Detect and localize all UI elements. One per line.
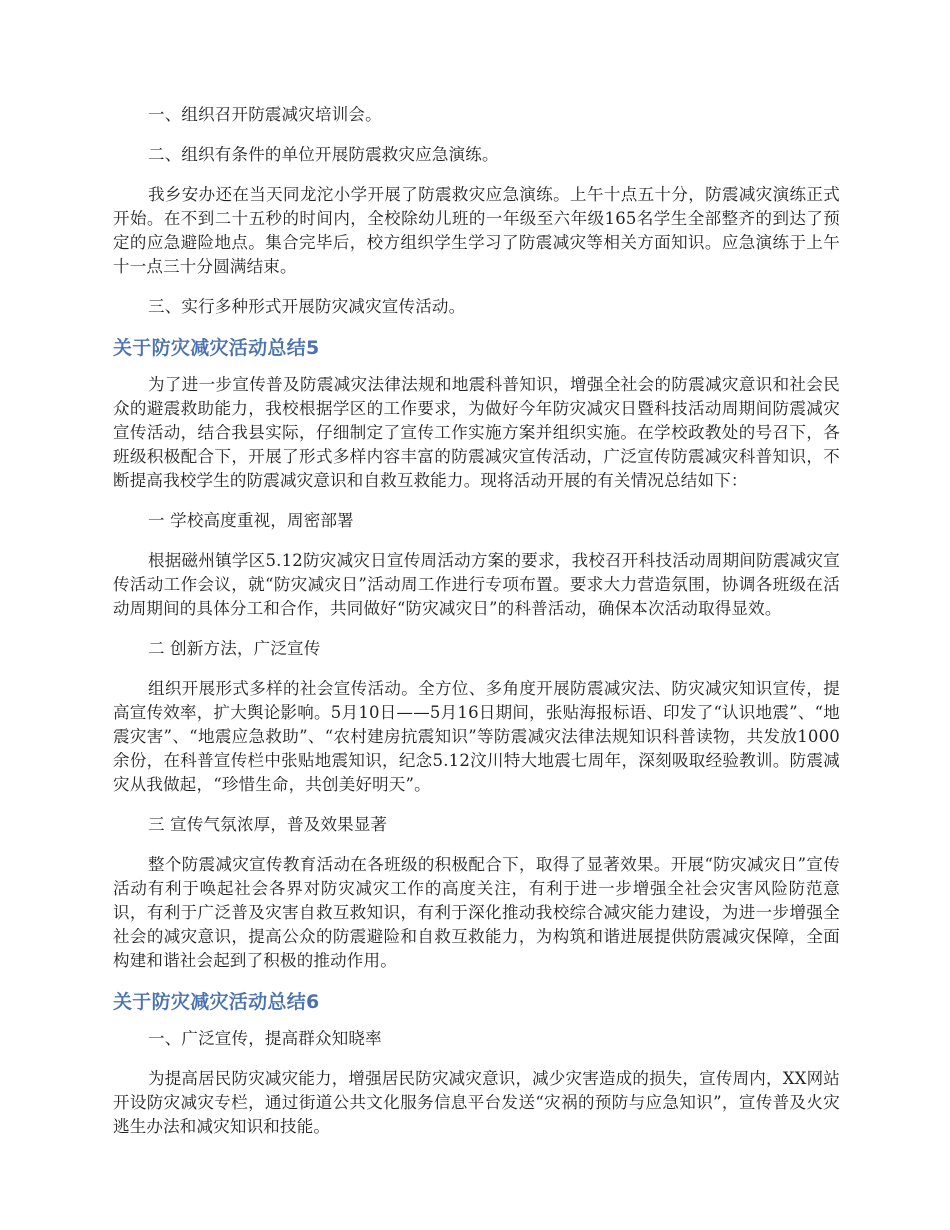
document-page	[113, 103, 840, 1155]
effect-paragraph: 整个防震减灾宣传教育活动在各班级的积极配合下，取得了显著效果。开展“防灾减灾日”宣传活动有利于唤起社会各界对防灾减灾工作的高度关注，有利于进一步增强全社会灾害风险防范意识，有利于广泛普及灾害自救互救知识，有利于深化推动我校综合减灾能力建设，为进一步增强全社会的减灾意识，提高公众的防震避险和自救互救能力，为构筑和谐进展提供防震减灾保障，全面构建和谐社会起到了积极的推动作用。	[113, 855, 840, 970]
subheading-2-paragraph: 二 创新方法，广泛宣传	[148, 639, 321, 658]
drill-paragraph: 我乡安办还在当天同龙沱小学开展了防震救灾应急演练。上午十点五十分，防震减灾演练正式开始。在不到二十五秒的时间内，全校除幼儿班的一年级至六年级165名学生全部整齐的到达了预定的应急避险地点。集合完毕后，校方组织学生学习了防震减灾等相关方面知识。应急演练于上午十一点三十分圆满结束。	[113, 185, 840, 276]
subheading-6-1-paragraph: 一、广泛宣传，提高群众知晓率	[148, 1029, 382, 1048]
item-2-paragraph: 二、组织有条件的单位开展防震救灾应急演练。	[148, 145, 499, 164]
methods-paragraph: 组织开展形式多样的社会宣传活动。全方位、多角度开展防震减灾法、防灾减灾知识宣传，提高宣传效率，扩大舆论影响。5月10日——5月16日期间，张贴海报标语、印发了“认识地震”、“地震灾害”、“地震应急救助”、“农村建房抗震知识”等防震减灾法律法规知识科普读物，共发放1000余份，在科普宣传栏中张贴地震知识，纪念5.12汶川特大地震七周年，深刻吸取经验教训。防震减灾从我做起，“珍惜生命，共创美好明天”。	[113, 679, 840, 794]
intro-paragraph: 为了进一步宣传普及防震减灾法律法规和地震科普知识，增强全社会的防震减灾意识和社会民众的避震救助能力，我校根据学区的工作要求，为做好今年防灾减灾日暨科技活动周期间防震减灾宣传活动，结合我县实际，仔细制定了宣传工作实施方案并组织实施。在学校政教处的号召下，各班级积极配合下，开展了形式多样内容丰富的防震减灾宣传活动，广泛宣传防震减灾科普知识，不断提高我校学生的防震减灾意识和自救互救能力。现将活动开展的有关情况总结如下：	[113, 375, 840, 490]
item-1-paragraph: 一、组织召开防震减灾培训会。	[148, 105, 382, 124]
subheading-3-paragraph: 三 宣传气氛浓厚，普及效果显著	[148, 815, 388, 834]
deployment-paragraph: 根据磁州镇学区5.12防灾减灾日宣传周活动方案的要求，我校召开科技活动周期间防震减灾宣传活动工作会议，就“防灾减灾日”活动周工作进行专项布置。要求大力营造氛围，协调各班级在活动周期间的具体分工和合作，共同做好“防灾减灾日”的科普活动，确保本次活动取得显效。	[113, 551, 840, 618]
publicity-paragraph: 为提高居民防灾减灾能力，增强居民防灾减灾意识，减少灾害造成的损失，宣传周内，XX网站开设防灾减灾专栏，通过街道公共文化服务信息平台发送“灾祸的预防与应急知识”，宣传普及火灾逃生办法和减灾知识和技能。	[113, 1069, 840, 1136]
item-3-paragraph: 三、实行多种形式开展防灾减灾宣传活动。	[148, 297, 466, 316]
section-6-heading: 关于防灾减灾活动总结6	[113, 991, 320, 1013]
section-5-heading: 关于防灾减灾活动总结5	[113, 337, 320, 359]
subheading-1-paragraph: 一 学校高度重视，周密部署	[148, 511, 354, 530]
